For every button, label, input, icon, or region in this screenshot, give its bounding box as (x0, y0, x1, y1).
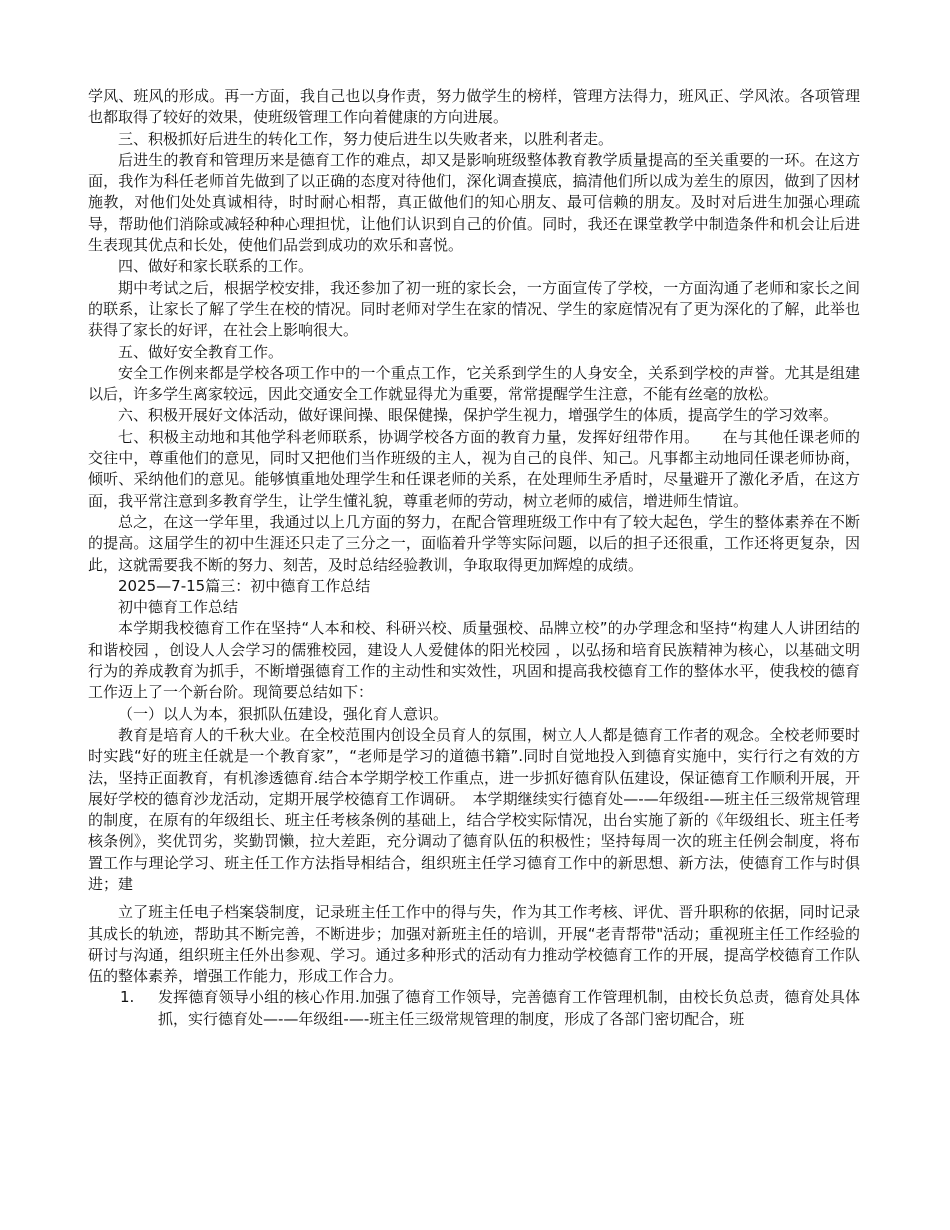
list-item (88, 987, 860, 1030)
paragraph: 总之，在这一学年里，我通过以上几方面的努力，在配合管理班级工作中有了较大起色，学生的整体素养在不断的提高。这届学生的初中生涯还只走了三分之一，面临着升学等实际问题，以后的担子还很重，工作还将更复杂，因此，这就需要我不断的努力、刻苦，及时总结经验教训，争取取得更加辉煌的成绩。 (88, 512, 860, 574)
list-item-text: 发挥德育领导小组的核心作用.加强了德育工作领导，完善德育工作管理机制，由校长负总责，德育处具体抓，实行德育处—-—年级组-—-班主任三级常规管理的制度，形成了各部门密切配合，班 (158, 988, 860, 1028)
paragraph: 本学期我校德育工作在坚持“人本和校、科研兴校、质量强校、品牌立校”的办学理念和坚持“构建人人讲团结的和谐校园 ，创设人人会学习的儒雅校园，建设人人爱健体的阳光校园 ，以弘扬和培育民族精神为核心，以基础文明行为的养成教育为抓手，不断增强德育工作的主动性和实效性，巩固和提高我校德育工作的整体水平，使我校的德育工作迈上了一个新台阶。现简要总结如下： (88, 619, 860, 702)
section-heading: 四、做好和家长联系的工作。 (118, 257, 314, 276)
document-page (88, 86, 860, 1030)
paragraph: 立了班主任电子档案袋制度，记录班主任工作中的得与失，作为其工作考核、评优、晋升职称的依据，同时记录其成长的轨迹，帮助其不断完善，不断进步；加强对新班主任的培训，开展“老青帮带"活动；重视班主任工作经验的研讨与沟通，组织班主任外出参观、学习。通过多种形式的活动有力推动学校德育工作的开展，提高学校德育工作队伍的整体素养，增强工作能力，形成工作合力。 (88, 903, 860, 986)
date-title-line: 2025—7-15篇三：初中德育工作总结 (118, 576, 371, 595)
paragraph: 安全工作例来都是学校各项工作中的一个重点工作，它关系到学生的人身安全，关系到学校的声誉。尤其是组建以后，许多学生离家较远，因此交通安全工作就显得尤为重要，常常提醒学生注意，不能有丝毫的放松。 (88, 363, 860, 404)
section-heading: 三、积极抓好后进生的转化工作，努力使后进生以失败者来，以胜利者走。 (118, 129, 614, 148)
paragraph: 学风、班风的形成。再一方面，我自己也以身作责，努力做学生的榜样，管理方法得力，班风正、学风浓。各项管理也都取得了较好的效果，使班级管理工作向着健康的方向进展。 (88, 87, 860, 127)
paragraph: 教育是培育人的千秋大业。在全校范围内创设全员育人的氛围，树立人人都是德育工作者的观念。全校老师要时时实践“好的班主任就是一个教育家”，“老师是学习的道德书籍”.同时自觉地投入到德育实施中，实行行之有效的方法，坚持正面教育，有机渗透德育.结合本学期学校工作重点，进一步抓好德育队伍建设，保证德育工作顺利开展，开展好学校的德育沙龙活动，定期开展学校德育工作调研。 本学期继续实行德育处—-—年级组-—班主任三级常规管理的制度，在原有的年级组长、班主任考核条例的基础上，结合学校实际情况，出台实施了新的《年级组长、班主任考核条例》，奖优罚劣，奖勤罚懒，拉大差距，充分调动了德育队伍的积极性；坚持每周一次的班主任例会制度，将布置工作与理论学习、班主任工作方法指导相结合，组织班主任学习德育工作中的新思想、新方法，使德育工作与时俱进；建 (88, 725, 860, 893)
paragraph: 七、积极主动地和其他学科老师联系，协调学校各方面的教育力量，发挥好纽带作用。 在与其他任课老师的交往中，尊重他们的意见，同时又把他们当作班级的主人，视为自己的良伴、知己。凡事都主动地同任课老师协商，倾听、采纳他们的意见。能够慎重地处理学生和任课老师的关系，在处理师生矛盾时，尽量避开了激化矛盾，在这方面，我平常注意到多教育学生，让学生懂礼貌，尊重老师的劳动，树立老师的威信，增进师生情谊。 (88, 427, 860, 510)
section-heading: 五、做好安全教育工作。 (118, 342, 284, 361)
page-break-gap (88, 895, 860, 902)
section-heading: （一）以人为本，狠抓队伍建设，强化育人意识。 (118, 704, 449, 723)
document-title: 初中德育工作总结 (118, 598, 239, 617)
list-number: 1. (120, 988, 135, 1007)
paragraph: 期中考试之后，根据学校安排，我还参加了初一班的家长会，一方面宣传了学校，一方面沟通了老师和家长之间的联系，让家长了解了学生在校的情况。同时老师对学生在家的情况、学生的家庭情况有了更为深化的了解，此举也获得了家长的好评，在社会上影响很大。 (88, 278, 860, 340)
paragraph: 后进生的教育和管理历来是德育工作的难点，却又是影响班级整体教育教学质量提高的至关重要的一环。在这方面，我作为科任老师首先做到了以正确的态度对待他们，深化调查摸底，搞清他们所以成为差生的原因，做到了因材施教，对他们处处真诚相待，时时耐心相帮，真正做他们的知心朋友、最可信赖的朋友。及时对后进生加强心理疏导，帮助他们消除或减轻种种心理担忧，让他们认识到自己的价值。同时，我还在课堂教学中制造条件和机会让后进生表现其优点和长处，使他们品尝到成功的欢乐和喜悦。 (88, 150, 860, 255)
paragraph: 六、积极开展好文体活动，做好课间操、眼保健操，保护学生视力，增强学生的体质，提高学生的学习效率。 (118, 406, 839, 425)
